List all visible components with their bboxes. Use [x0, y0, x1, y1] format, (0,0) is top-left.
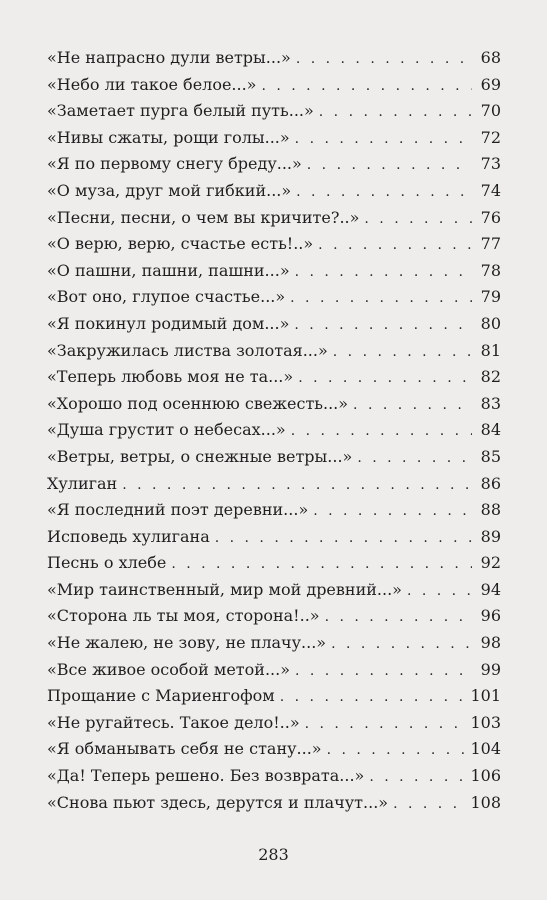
dot-leader: [215, 528, 472, 548]
toc-entry-page: 92: [480, 553, 501, 573]
toc-entry-page: 98: [480, 633, 501, 653]
toc-entry-page: 103: [470, 712, 501, 732]
toc-entry-title: «Вот оно, глупое счастье...»: [47, 287, 286, 307]
dot-leader: [327, 740, 466, 760]
toc-entry: [47, 128, 501, 155]
toc-entry-title: «Все живое особой метой...»: [47, 659, 290, 679]
toc-entry: [47, 766, 501, 793]
toc-entry-page: 106: [470, 766, 501, 786]
toc-entry: [47, 447, 501, 474]
toc-entry-page: 89: [480, 526, 501, 546]
toc-entry-title: «Я по первому снегу бреду...»: [47, 154, 302, 174]
table-of-contents: [47, 48, 501, 819]
toc-entry-page: 74: [480, 180, 501, 200]
dot-leader: [357, 448, 472, 468]
toc-entry-page: 86: [480, 473, 501, 493]
toc-entry-title: «Ветры, ветры, о снежные ветры...»: [47, 446, 353, 466]
toc-entry-page: 77: [480, 234, 501, 254]
toc-entry-title: «Душа грустит о небесах...»: [47, 420, 286, 440]
toc-entry-title: «Я обманывать себя не стану...»: [47, 739, 322, 759]
toc-entry-page: 99: [480, 659, 501, 679]
toc-entry: [47, 234, 501, 261]
toc-entry-title: Исповедь хулигана: [47, 526, 210, 546]
toc-entry-page: 84: [480, 420, 501, 440]
dot-leader: [298, 368, 472, 388]
toc-entry-page: 76: [480, 207, 501, 227]
dot-leader: [331, 634, 472, 654]
toc-entry: [47, 394, 501, 421]
toc-entry-page: 81: [480, 340, 501, 360]
toc-entry-page: 78: [480, 260, 501, 280]
toc-entry-title: «Я последний поэт деревни...»: [47, 500, 309, 520]
toc-entry-title: «Теперь любовь моя не та...»: [47, 367, 294, 387]
toc-entry: [47, 713, 501, 740]
toc-entry-title: «Не жалею, не зову, не плачу...»: [47, 633, 327, 653]
toc-entry-page: 83: [480, 393, 501, 413]
toc-entry: [47, 686, 501, 713]
toc-entry-title: Прощание с Мариенгофом: [47, 686, 275, 706]
toc-entry: [47, 660, 501, 687]
toc-entry-title: «Закружилась листва золотая...»: [47, 340, 328, 360]
toc-entry: [47, 606, 501, 633]
toc-entry-page: 80: [480, 313, 501, 333]
toc-entry: [47, 154, 501, 181]
toc-entry-page: 88: [480, 500, 501, 520]
toc-entry: [47, 101, 501, 128]
dot-leader: [318, 235, 472, 255]
dot-leader: [407, 581, 472, 601]
dot-leader: [313, 501, 472, 521]
toc-entry-page: 104: [470, 739, 501, 759]
toc-entry-title: «Снова пьют здесь, дерутся и плачут...»: [47, 792, 389, 812]
toc-entry-title: «О муза, друг мой гибкий...»: [47, 180, 292, 200]
toc-entry: [47, 181, 501, 208]
toc-entry-title: «Небо ли такое белое...»: [47, 74, 257, 94]
toc-entry-page: 73: [480, 154, 501, 174]
toc-entry: [47, 500, 501, 527]
dot-leader: [171, 554, 472, 574]
dot-leader: [295, 262, 472, 282]
toc-entry-page: 94: [480, 579, 501, 599]
dot-leader: [364, 209, 472, 229]
toc-entry-page: 72: [480, 127, 501, 147]
toc-entry-page: 70: [480, 101, 501, 121]
toc-entry-title: «Хорошо под осеннюю свежесть...»: [47, 393, 349, 413]
dot-leader: [294, 315, 472, 335]
dot-leader: [353, 395, 472, 415]
toc-entry: [47, 341, 501, 368]
toc-entry: [47, 474, 501, 501]
page-number: 283: [258, 845, 289, 864]
dot-leader: [122, 475, 472, 495]
toc-entry: [47, 580, 501, 607]
dot-leader: [296, 49, 472, 69]
toc-entry: [47, 527, 501, 554]
dot-leader: [295, 661, 472, 681]
toc-entry: [47, 793, 501, 820]
toc-entry-page: 96: [480, 606, 501, 626]
toc-entry-title: Хулиган: [47, 473, 118, 493]
toc-entry-title: «Я покинул родимый дом...»: [47, 313, 290, 333]
toc-entry-title: «Не ругайтесь. Такое дело!..»: [47, 712, 300, 732]
toc-entry-page: 85: [480, 446, 501, 466]
dot-leader: [290, 288, 472, 308]
toc-entry: [47, 367, 501, 394]
toc-entry: [47, 633, 501, 660]
dot-leader: [291, 421, 472, 441]
toc-entry-title: «Заметает пурга белый путь...»: [47, 101, 314, 121]
toc-entry: [47, 420, 501, 447]
dot-leader: [295, 129, 472, 149]
dot-leader: [369, 767, 465, 787]
toc-entry-title: «Да! Теперь решено. Без возврата...»: [47, 766, 365, 786]
dot-leader: [393, 794, 465, 814]
toc-entry-title: «Мир таинственный, мир мой древний...»: [47, 579, 402, 599]
toc-entry: [47, 261, 501, 288]
dot-leader: [305, 714, 466, 734]
toc-entry-title: «Не напрасно дули ветры...»: [47, 48, 291, 67]
toc-entry-title: «Сторона ль ты моя, сторона!..»: [47, 606, 320, 626]
toc-entry: [47, 314, 501, 341]
dot-leader: [319, 102, 472, 122]
toc-entry-page: 69: [480, 74, 501, 94]
dot-leader: [296, 182, 472, 202]
toc-entry: [47, 48, 501, 75]
dot-leader: [333, 342, 472, 362]
toc-entry: [47, 287, 501, 314]
dot-leader: [280, 687, 466, 707]
toc-entry: [47, 553, 501, 580]
toc-entry: [47, 75, 501, 102]
toc-entry-page: 68: [480, 48, 501, 67]
toc-entry-page: 82: [480, 367, 501, 387]
toc-entry-title: Песнь о хлебе: [47, 553, 167, 573]
toc-entry-page: 79: [480, 287, 501, 307]
toc-entry-title: «Нивы сжаты, рощи голы...»: [47, 127, 290, 147]
toc-entry: [47, 739, 501, 766]
toc-entry-title: «О пашни, пашни, пашни...»: [47, 260, 290, 280]
toc-entry-page: 101: [470, 686, 501, 706]
toc-entry: [47, 208, 501, 235]
toc-entry-title: «О верю, верю, счастье есть!..»: [47, 234, 314, 254]
toc-entry-title: «Песни, песни, о чем вы кричите?..»: [47, 207, 360, 227]
dot-leader: [325, 607, 472, 627]
toc-entry-page: 108: [470, 792, 501, 812]
dot-leader: [307, 155, 472, 175]
dot-leader: [261, 76, 472, 96]
